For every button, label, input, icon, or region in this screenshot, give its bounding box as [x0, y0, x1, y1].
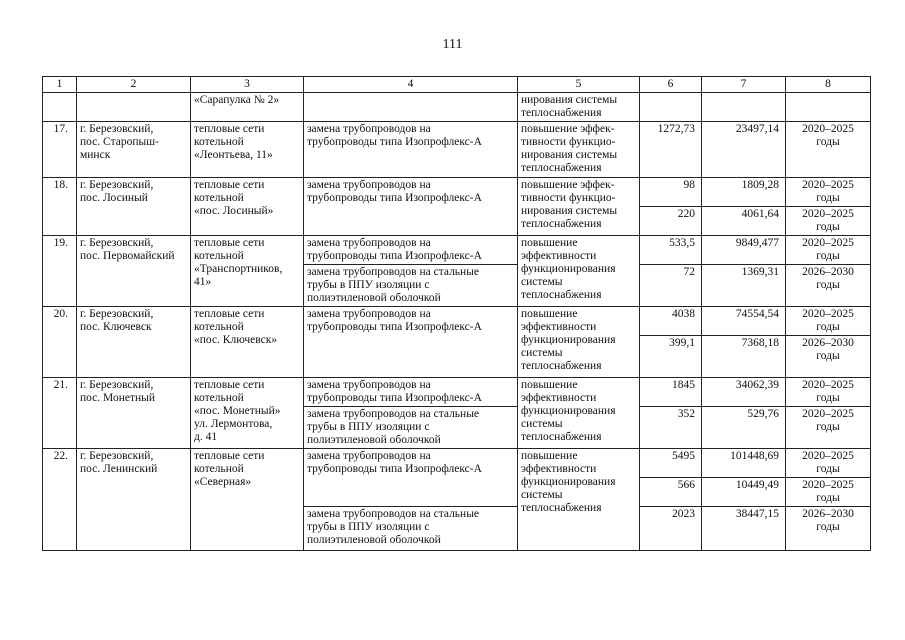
period-cell: 2020–2025 годы	[786, 478, 871, 507]
col-header: 7	[702, 77, 786, 93]
period-cell: 2026–2030 годы	[786, 507, 871, 551]
cost-cell: 38447,15	[702, 507, 786, 551]
cost-cell: 1369,31	[702, 265, 786, 307]
period-cell: 2020–2025 годы	[786, 449, 871, 478]
settlement-cell: г. Березовский, пос. Ленинский	[77, 449, 191, 551]
cost-cell: 23497,14	[702, 122, 786, 178]
work-cell: замена трубопроводов на стальные трубы в ППУ изоляции с полиэтиленовой оболочкой	[304, 507, 518, 551]
heat-source-cell: тепловые сети котельной «Северная»	[191, 449, 304, 551]
cost-cell: 74554,54	[702, 307, 786, 336]
work-cell: замена трубопроводов на трубопроводы типа Изопрофлекс-А	[304, 449, 518, 507]
table-row	[43, 236, 871, 265]
effect-cell: повышение эффективности функционирования системы теплоснабжения	[518, 378, 640, 449]
table-row	[43, 307, 871, 336]
effect-cell: повышение эффек- тивности функцио- нирования системы теплоснабжения	[518, 122, 640, 178]
period-cell: 2020–2025 годы	[786, 178, 871, 207]
table-row	[43, 122, 871, 178]
effect-cell: повышение эффективности функционирования системы теплоснабжения	[518, 449, 640, 551]
cost-cell: 9849,477	[702, 236, 786, 265]
work-cell: замена трубопроводов на трубопроводы типа Изопрофлекс-А	[304, 122, 518, 178]
page-number: 111	[442, 37, 463, 52]
cost-cell: 34062,39	[702, 378, 786, 407]
cost-cell: 4061,64	[702, 207, 786, 236]
period-cell: 2020–2025 годы	[786, 207, 871, 236]
heat-source-cell: тепловые сети котельной «Леонтьева, 11»	[191, 122, 304, 178]
row-number: 20.	[43, 307, 77, 378]
table-row	[43, 178, 871, 207]
length-cell: 72	[640, 265, 702, 307]
effect-cell: повышение эффективности функционирования системы теплоснабжения	[518, 236, 640, 307]
cost-cell: 101448,69	[702, 449, 786, 478]
period-cell: 2026–2030 годы	[786, 265, 871, 307]
row-number: 22.	[43, 449, 77, 551]
effect-cell: повышение эффективности функционирования системы теплоснабжения	[518, 307, 640, 378]
col-header: 5	[518, 77, 640, 93]
settlement-cell: г. Березовский, пос. Лосиный	[77, 178, 191, 236]
length-cell: 352	[640, 407, 702, 449]
table-row	[43, 93, 871, 122]
length-cell: 399,1	[640, 336, 702, 378]
work-cell: замена трубопроводов на трубопроводы типа Изопрофлекс-А	[304, 236, 518, 265]
cost-cell: 7368,18	[702, 336, 786, 378]
length-cell: 1272,73	[640, 122, 702, 178]
effect-cell: повышение эффек- тивности функцио- нирования системы теплоснабжения	[518, 178, 640, 236]
length-cell: 2023	[640, 507, 702, 551]
table-row	[43, 378, 871, 407]
period-cell: 2020–2025 годы	[786, 236, 871, 265]
work-cell: замена трубопроводов на трубопроводы типа Изопрофлекс-А	[304, 378, 518, 407]
settlement-cell: г. Березовский, пос. Первомайский	[77, 236, 191, 307]
col-header: 6	[640, 77, 702, 93]
cost-cell: 1809,28	[702, 178, 786, 207]
col-header: 1	[43, 77, 77, 93]
period-cell: 2020–2025 годы	[786, 378, 871, 407]
work-cell: замена трубопроводов на трубопроводы типа Изопрофлекс-А	[304, 307, 518, 378]
length-cell: 220	[640, 207, 702, 236]
length-cell: 98	[640, 178, 702, 207]
settlement-cell: г. Березовский, пос. Монетный	[77, 378, 191, 449]
col-header: 8	[786, 77, 871, 93]
heat-source-cell: «Сарапулка № 2»	[191, 93, 304, 122]
row-number: 17.	[43, 122, 77, 178]
col-header: 4	[304, 77, 518, 93]
measures-table	[42, 76, 871, 551]
period-cell: 2026–2030 годы	[786, 336, 871, 378]
col-header: 3	[191, 77, 304, 93]
heat-source-cell: тепловые сети котельной «пос. Монетный» ул. Лермонтова, д. 41	[191, 378, 304, 449]
col-header: 2	[77, 77, 191, 93]
cost-cell: 10449,49	[702, 478, 786, 507]
length-cell: 566	[640, 478, 702, 507]
period-cell: 2020–2025 годы	[786, 122, 871, 178]
work-cell: замена трубопроводов на стальные трубы в ППУ изоляции с полиэтиленовой оболочкой	[304, 407, 518, 449]
heat-source-cell: тепловые сети котельной «пос. Ключевск»	[191, 307, 304, 378]
effect-cell: нирования системы теплоснабжения	[518, 93, 640, 122]
settlement-cell: г. Березовский, пос. Старопыш- минск	[77, 122, 191, 178]
period-cell: 2020–2025 годы	[786, 407, 871, 449]
table-row	[43, 449, 871, 478]
length-cell: 5495	[640, 449, 702, 478]
settlement-cell: г. Березовский, пос. Ключевск	[77, 307, 191, 378]
row-number: 18.	[43, 178, 77, 236]
work-cell: замена трубопроводов на стальные трубы в ППУ изоляции с полиэтиленовой оболочкой	[304, 265, 518, 307]
period-cell: 2020–2025 годы	[786, 307, 871, 336]
row-number: 19.	[43, 236, 77, 307]
length-cell: 4038	[640, 307, 702, 336]
row-number: 21.	[43, 378, 77, 449]
work-cell: замена трубопроводов на трубопроводы типа Изопрофлекс-А	[304, 178, 518, 236]
cost-cell: 529,76	[702, 407, 786, 449]
heat-source-cell: тепловые сети котельной «Транспортников, 41»	[191, 236, 304, 307]
length-cell: 533,5	[640, 236, 702, 265]
header-row	[43, 77, 871, 93]
length-cell: 1845	[640, 378, 702, 407]
heat-source-cell: тепловые сети котельной «пос. Лосиный»	[191, 178, 304, 236]
